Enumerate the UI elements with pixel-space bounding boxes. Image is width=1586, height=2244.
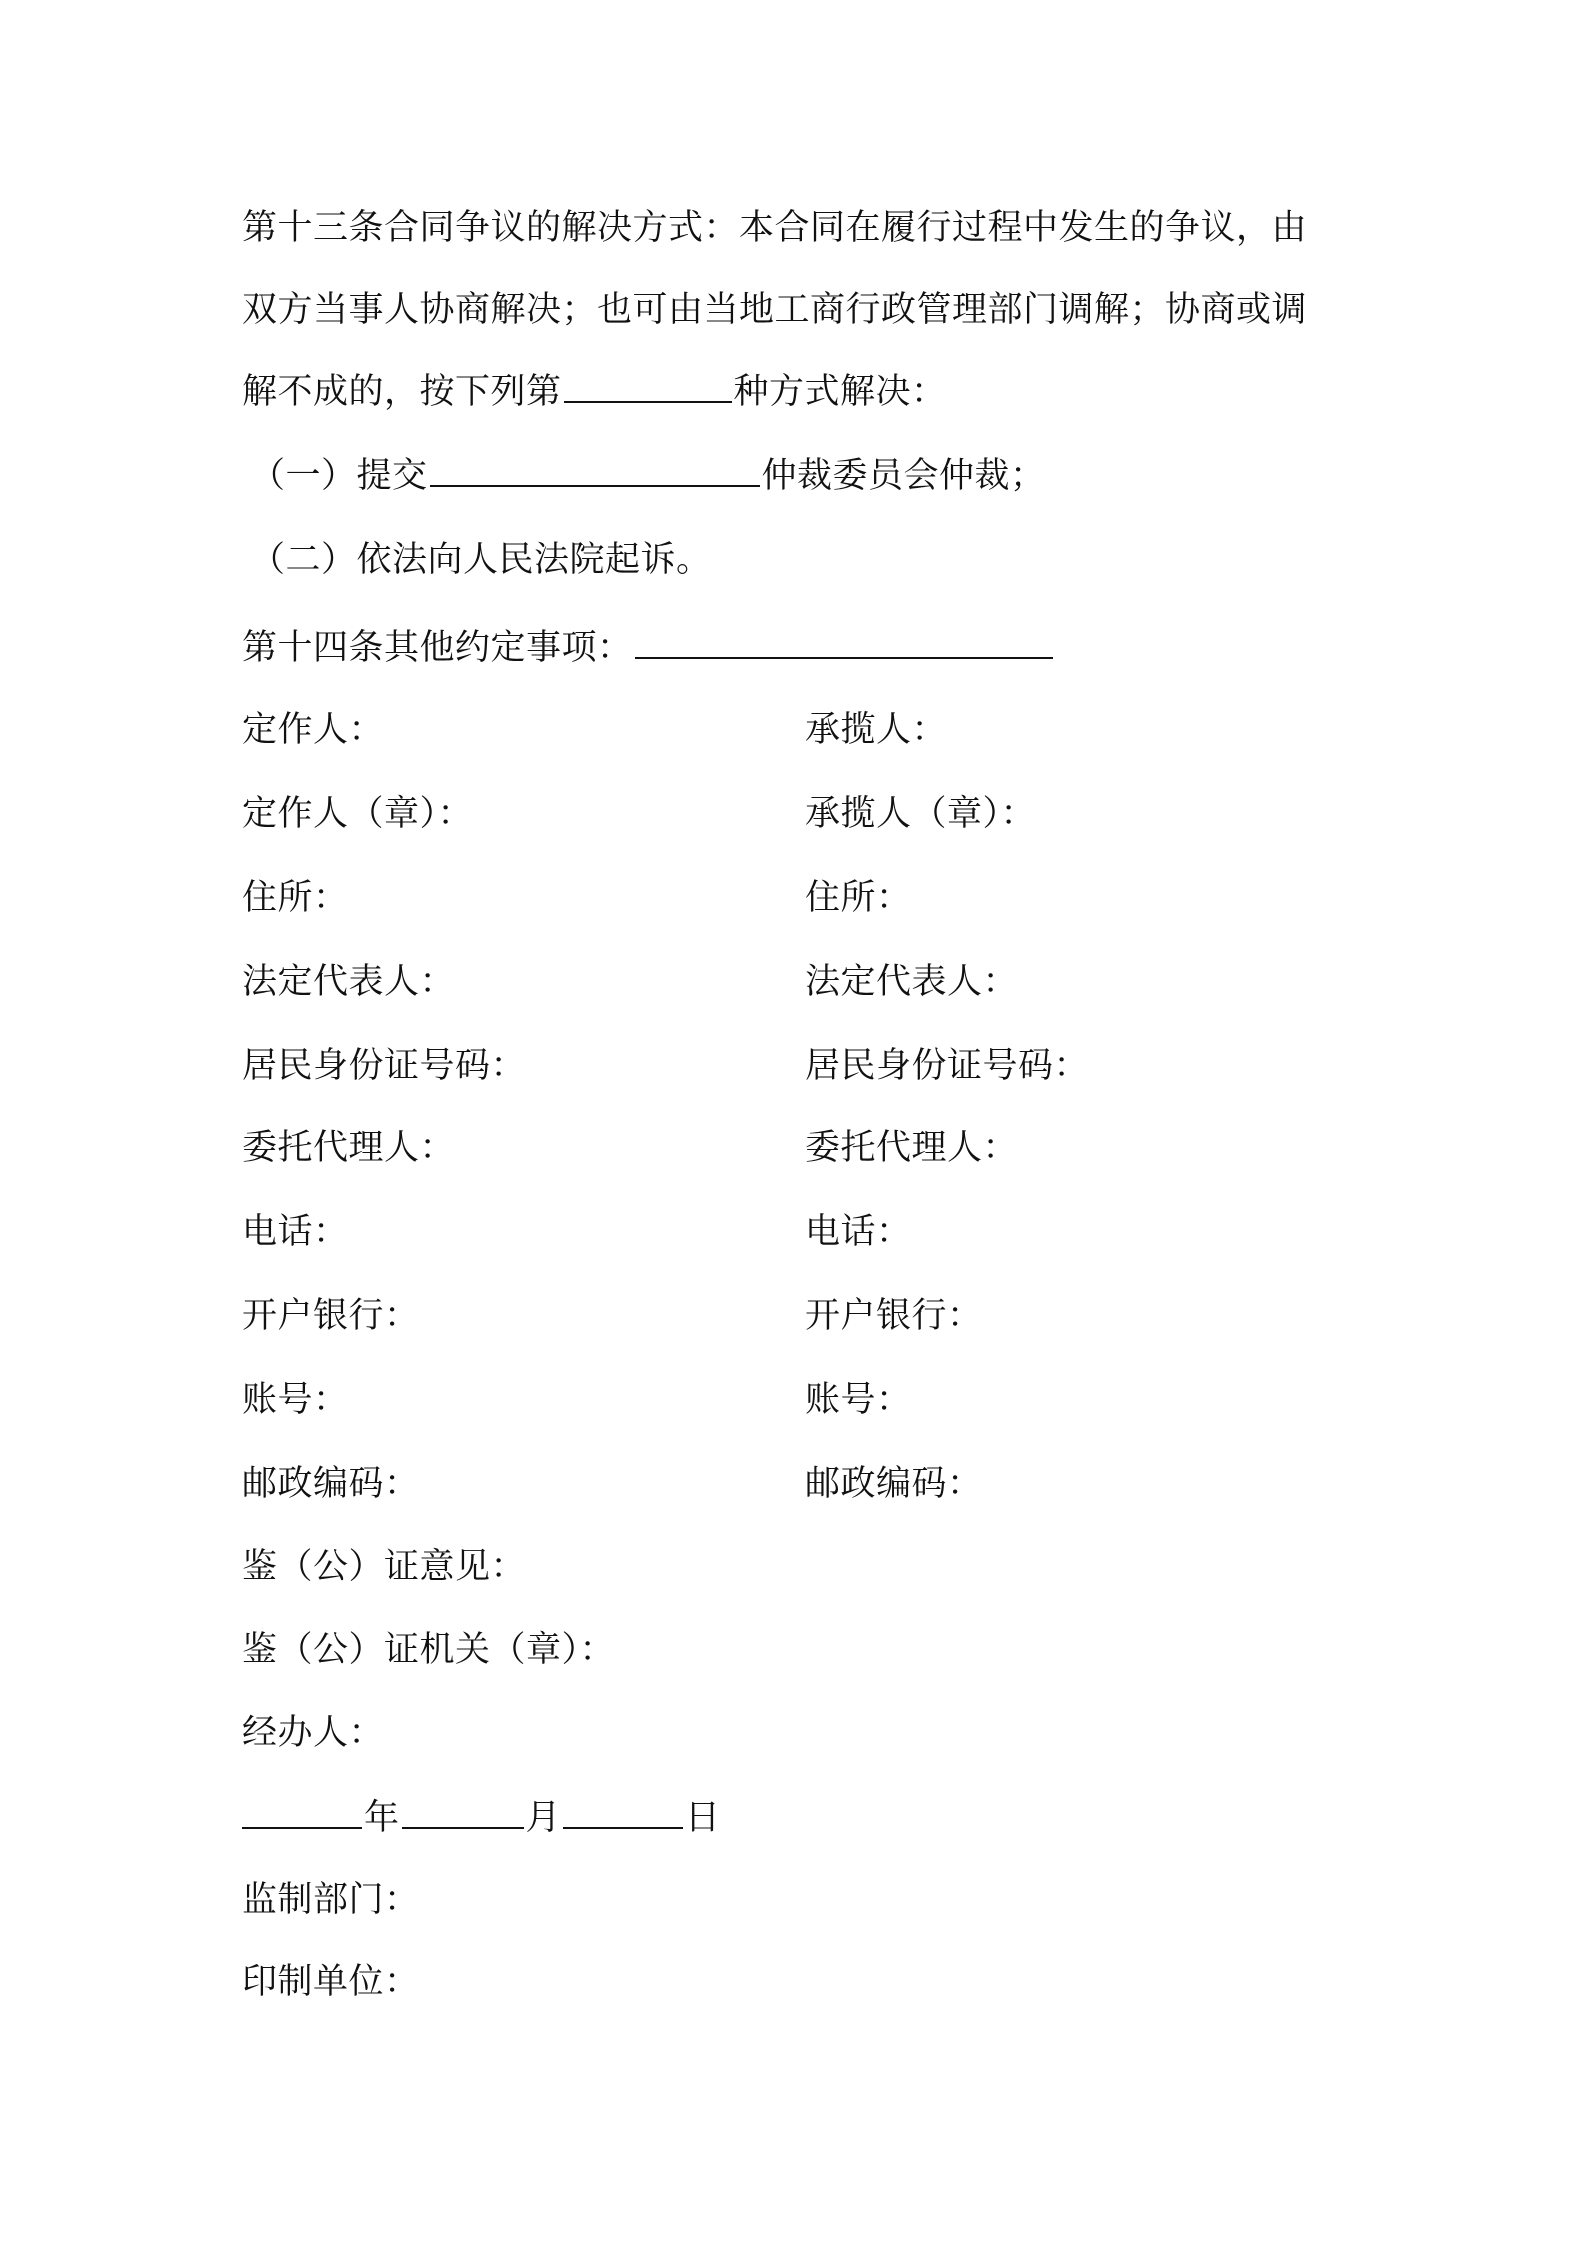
other-matters-blank[interactable] (635, 627, 1053, 659)
left-party-agent: 委托代理人： (242, 1128, 456, 1168)
article13-line3 (242, 368, 947, 416)
day-label: 日 (685, 1798, 721, 1838)
printing-unit: 印制单位： (242, 1962, 420, 2002)
arbitration-option-suffix: 仲裁委员会仲裁； (761, 456, 1046, 496)
left-party-legal-representative: 法定代表人： (242, 962, 456, 1002)
left-party-id-number: 居民身份证号码： (242, 1046, 527, 1086)
year-blank[interactable] (242, 1797, 362, 1829)
right-party-account: 账号： (805, 1380, 912, 1420)
left-party-phone: 电话： (242, 1212, 349, 1252)
right-party-phone: 电话： (805, 1212, 912, 1252)
article13-line1: 第十三条合同争议的解决方式：本合同在履行过程中发生的争议，由 (242, 208, 1308, 248)
left-party-postcode: 邮政编码： (242, 1464, 420, 1504)
left-party-customer: 定作人： (242, 710, 385, 750)
right-party-seal: 承揽人（章）： (805, 794, 1037, 834)
article14-line (242, 624, 1055, 672)
court-option: （二）依法向人民法院起诉。 (250, 540, 712, 580)
right-party-postcode: 邮政编码： (805, 1464, 983, 1504)
notary-handler: 经办人： (242, 1713, 385, 1753)
notary-opinion: 鉴（公）证意见： (242, 1547, 527, 1587)
date-line (242, 1794, 721, 1842)
article14-label: 第十四条其他约定事项： (242, 628, 633, 668)
year-label: 年 (364, 1798, 400, 1838)
month-blank[interactable] (402, 1797, 524, 1829)
arbitration-committee-blank[interactable] (430, 455, 760, 487)
left-party-account: 账号： (242, 1380, 349, 1420)
right-party-agent: 委托代理人： (805, 1128, 1019, 1168)
arbitration-option (250, 452, 1046, 500)
arbitration-option-prefix: （一）提交 (250, 456, 428, 496)
article13-line2: 双方当事人协商解决；也可由当地工商行政管理部门调解；协商或调 (242, 290, 1308, 330)
method-number-blank[interactable] (564, 371, 732, 403)
article13-line3-prefix: 解不成的，按下列第 (242, 372, 562, 412)
right-party-address: 住所： (805, 878, 912, 918)
supervisor-department: 监制部门： (242, 1880, 420, 1920)
left-party-bank: 开户银行： (242, 1296, 420, 1336)
month-label: 月 (525, 1798, 562, 1838)
article13-line3-suffix: 种方式解决： (733, 372, 947, 412)
day-blank[interactable] (563, 1797, 683, 1829)
notary-authority: 鉴（公）证机关（章）： (242, 1630, 616, 1670)
right-party-contractor: 承揽人： (805, 710, 948, 750)
left-party-seal: 定作人（章）： (242, 794, 474, 834)
left-party-address: 住所： (242, 878, 349, 918)
right-party-id-number: 居民身份证号码： (805, 1046, 1090, 1086)
right-party-legal-representative: 法定代表人： (805, 962, 1019, 1002)
right-party-bank: 开户银行： (805, 1296, 983, 1336)
